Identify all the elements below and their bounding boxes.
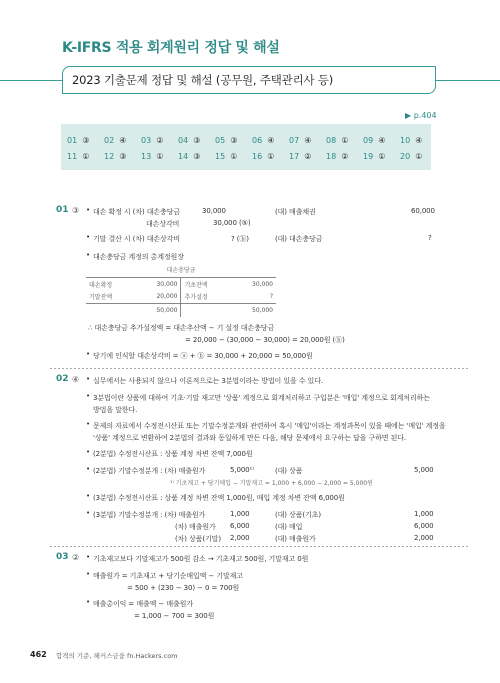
answer-key-choice: ③ [82,136,90,145]
debit-total: 50,000 [135,304,181,317]
answer-key-item [289,152,311,161]
answer-key-choice: ② [156,136,164,145]
answer-key-number: 19 [363,152,374,161]
debit-value: 30,000 [135,278,181,291]
answer-key-item [289,136,311,145]
journal-line: 기말 결산 시 (차) 대손상각비 [93,235,181,243]
credit-amount: ? [428,234,432,242]
journal-line: 대손 확정 시 (차) 대손충당금 [93,208,181,216]
ledger-total-row [86,304,276,317]
answer-key-choice: ① [267,152,275,161]
answer-key-choice: ① [341,136,349,145]
bullet: • [86,509,91,517]
answer-key-number: 17 [289,152,300,161]
question-number: 01 [56,205,69,215]
answer-key-number: 08 [326,136,337,145]
bullet: • [86,392,91,400]
debit-label: 대손확정 [86,278,135,291]
debit-amount: 30,000 (⑤) [213,219,251,227]
journal-line: (3분법) 기말수정분개 : (차) 매출원가 [93,511,206,519]
journal-line: (차) 매출원가 [175,523,216,531]
page-reference: ▶ p.404 [405,111,437,120]
section-title: 2023 기출문제 정답 및 해설 (공무원, 주택관리사 등) [72,73,334,87]
answer-key-choice: ④ [119,136,127,145]
journal-line: (2분법) 기말수정분개 : (차) 매출원가 [93,467,206,475]
answer-key-item [400,152,422,161]
answer-key-choice: ① [415,152,423,161]
bullet: • [86,448,91,456]
text-line: (3분법) 수정전시산표 : 상품 계정 차변 잔액 1,000원, 매입 계정 차변 잔액 6,000원 [93,494,345,502]
answer-key-number: 07 [289,136,300,145]
answer-key-item [178,136,200,145]
credit-label: 추가설정 [184,294,208,302]
answer-key-number: 15 [215,152,226,161]
answer-key-number: 16 [252,152,263,161]
credit-amount: 5,000 [414,466,434,474]
answer-key-number: 03 [141,136,152,145]
answer-key-item [141,136,163,145]
credit-amount: 60,000 [411,207,435,215]
bullet: • [86,465,91,473]
answer-key-choice: ③ [230,136,238,145]
answer-key-item [326,136,348,145]
answer-key-item [326,152,348,161]
answer-key-choice: ③ [193,152,201,161]
question-number: 02 [56,374,69,384]
divider [50,368,470,369]
calc-line: 매출원가 = 기초재고 + 당기순매입액 − 기말재고 [93,572,243,580]
answer-key-choice: ② [304,152,312,161]
answer-key-item [67,152,89,161]
credit-account: (대) 상품 [275,467,303,475]
credit-value: 30,000 [231,278,276,291]
text-line: 3분법이란 상품에 대하여 기초·기말 재고만 '상품' 계정으로 회계처리하고 구입분은 '매입' 계정으로 회계처리하는 [93,394,430,402]
answer-key-choice: ④ [304,136,312,145]
answer-key-item [141,152,163,161]
answer-key-item [252,136,274,145]
calc-line: ∴ 대손충당금 추가설정액 = 대손추산액 − 기 설정 대손충당금 [88,324,275,332]
answer-key-choice: ② [341,152,349,161]
answer-key-number: 12 [104,152,115,161]
ledger-table [86,277,276,317]
answer-key-number: 01 [67,136,78,145]
answer-key-item [400,136,422,145]
footer-text: 합격의 기준, 해커스금융 fn.Hackers.com [56,652,178,660]
credit-total: 50,000 [231,304,276,317]
debit-amount: ? (ⓑ) [231,235,249,243]
answer-key-number: 02 [104,136,115,145]
answer-key-choice: ① [230,152,238,161]
debit-amount: 5,000¹⁾ [230,466,254,474]
bullet: • [86,420,91,428]
text-line: 기초재고보다 기말재고가 500원 감소 → 기초재고 500원, 기말재고 0원 [93,555,309,563]
book-title: K-IFRS 적용 회계원리 정답 및 해설 [62,40,280,56]
divider [50,546,470,547]
answer-key-item [67,136,89,145]
debit-amount: 2,000 [230,534,250,542]
bullet: • [86,570,91,578]
answer-key-item [178,152,200,161]
credit-account: (대) 매출채권 [275,208,316,216]
answer-key-number: 04 [178,136,189,145]
credit-amount: 2,000 [414,534,434,542]
answer-key-choice: ① [378,152,386,161]
credit-account: (대) 대손충당금 [275,235,323,243]
debit-label [86,304,135,317]
question-answer: ② [72,553,80,562]
bullet: • [86,598,91,606]
answer-key-item [363,136,385,145]
text-line: 실무에서는 사용되지 않으나 이론적으로는 3분법이라는 방법이 있을 수 있다. [93,377,324,385]
answer-key-box [61,124,431,170]
bullet: • [86,375,91,383]
ledger-row [86,278,276,291]
credit-amount: 6,000 [414,522,434,530]
answer-key-item [104,152,126,161]
allowance-ledger [86,265,276,317]
answer-key-choice: ③ [119,152,127,161]
question-number: 03 [56,552,69,562]
credit-account: (대) 매출원가 [275,535,316,543]
debit-amount: 1,000 [230,510,250,518]
text-line: (2분법) 수정전시산표 : 상품 계정 차변 잔액 7,000원 [93,450,253,458]
answer-key-choice: ③ [193,136,201,145]
answer-key-number: 13 [141,152,152,161]
answer-key-item [104,136,126,145]
debit-value: 20,000 [135,291,181,304]
answer-key-number: 11 [67,152,78,161]
answer-key-choice: ④ [267,136,275,145]
answer-key-item [252,152,274,161]
footnote: ¹⁾ 기초재고 + 당기매입 − 기말재고 = 1,000 + 6,000 − 2,000 = 5,000원 [170,480,373,487]
debit-label: 기말잔액 [89,294,113,302]
debit-amount: 30,000 [202,207,226,215]
calc-line: 당기에 인식할 대손상각비 = ⓐ + ⓑ = 30,000 + 20,000 = 50,000원 [93,352,313,360]
text-line: '상품' 계정으로 변환하여 2분법의 결과와 동일하게 만든 다음, 해당 문제에서 요구하는 답을 구하면 된다. [93,434,407,442]
section-rule-right [436,80,500,81]
ledger-row [86,291,276,304]
answer-key-number: 20 [400,152,411,161]
bullet: • [86,233,91,241]
answer-key-choice: ① [82,152,90,161]
credit-account: (대) 매입 [275,523,303,531]
calc-line: = 1,000 − 700 = 300원 [134,612,215,620]
credit-label [181,304,231,317]
answer-key-choice: ④ [415,136,423,145]
answer-key-choice: ① [156,152,164,161]
bullet: • [86,492,91,500]
answer-key-number: 09 [363,136,374,145]
journal-line: 대손상각비 [146,220,180,228]
question-answer: ③ [72,206,80,215]
section-rule-left [0,80,62,81]
calc-line: 매출총이익 = 매출액 − 매출원가 [93,600,193,608]
debit-amount: 6,000 [230,522,250,530]
answer-key-item [363,152,385,161]
calc-line: = 20,000 − (30,000 − 30,000) = 20,000원 (ⓑ) [185,336,345,344]
text-line: 문제의 자료에서 수정전시산표 또는 기말수정분개와 관련하여 혹시 '매입'이라는 계정과목이 있을 때에는 '매입' 계정을 [93,422,446,430]
answer-key-number: 18 [326,152,337,161]
credit-account: (대) 상품(기초) [275,511,321,519]
answer-key-number: 10 [400,136,411,145]
bullet: • [86,206,91,214]
text-line: 방법을 말한다. [93,406,138,414]
answer-key-choice: ④ [378,136,386,145]
answer-key-number: 05 [215,136,226,145]
journal-line: (차) 상품(기말) [175,535,221,543]
bullet: • [86,350,91,358]
question-answer: ④ [72,375,80,384]
credit-amount: 1,000 [414,510,434,518]
answer-key-item [215,152,237,161]
answer-key-item [215,136,237,145]
answer-key-number: 06 [252,136,263,145]
ledger-heading: 대손충당금 계정의 총계정원장 [93,253,184,261]
credit-value: ? [269,293,273,301]
bullet: • [86,553,91,561]
page-number: 462 [30,650,47,659]
calc-line: = 500 + (230 − 30) − 0 = 700원 [127,584,240,592]
answer-key-number: 14 [178,152,189,161]
credit-label: 기초잔액 [181,278,231,291]
ledger-caption: 대손충당금 [166,267,196,274]
bullet: • [86,251,91,259]
